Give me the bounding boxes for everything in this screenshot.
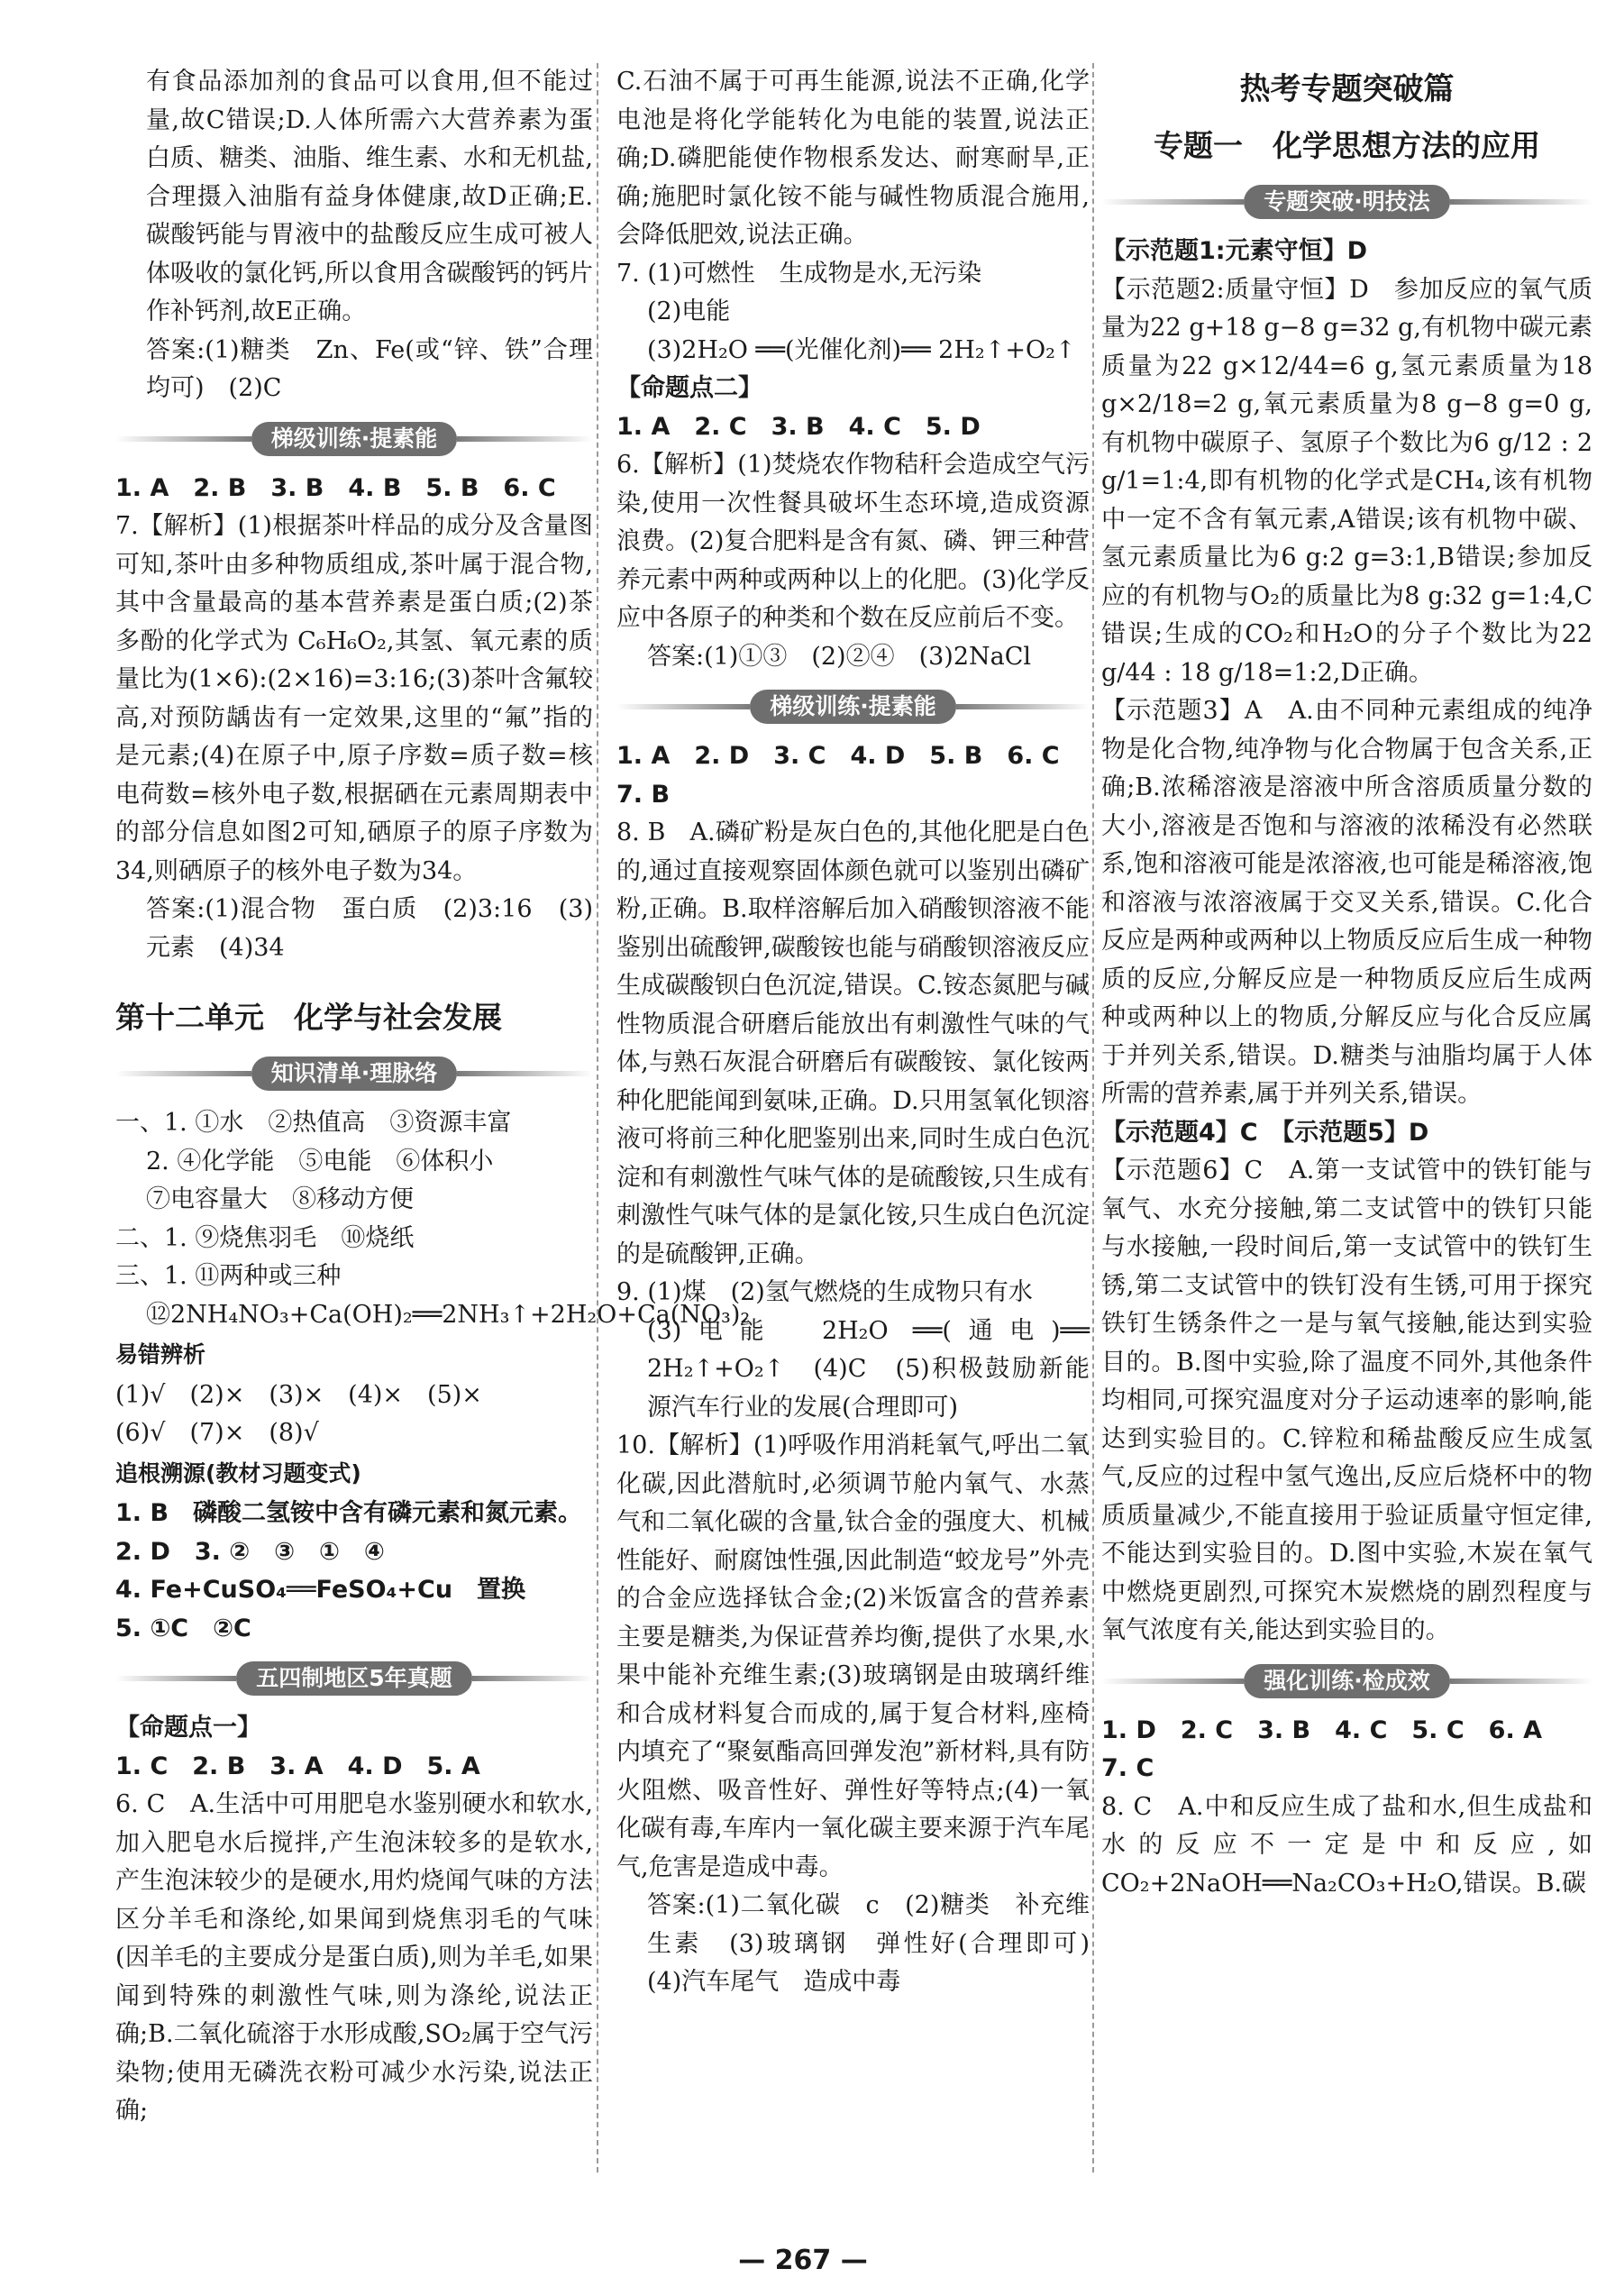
paragraph: C.石油不属于可再生能源,说法不正确,化学电池是将化学能转化为电能的装置,说法正确;D.磷肥能使作物根系发达、耐寒耐旱,正确;施肥时氯化铵不能与碱性物质混合施用,会降低肥效,说法正确。: [616, 68, 1090, 249]
list-item: 二、1. ⑨烧焦羽毛 ⑩烧纸: [115, 1223, 415, 1252]
column-divider: [1092, 63, 1094, 2173]
paragraph: 8. C A.中和反应生成了盐和水,但生成盐和水的反应不一定是中和反应,如CO₂+2NaOH══Na₂CO₃+H₂O,错误。B.碳: [1101, 1792, 1592, 1898]
list-item: (6)√ (7)× (8)√: [115, 1419, 319, 1447]
answer-row: 1. A 2. B 3. B 4. B 5. B 6. C: [115, 473, 556, 502]
unit-title: 第十二单元 化学与社会发展: [115, 1000, 502, 1035]
list-item: 一、1. ①水 ②热值高 ③资源丰富: [115, 1109, 512, 1137]
list-item: 三、1. ⑪两种或三种: [115, 1262, 342, 1290]
list-item: 4. Fe+CuSO₄══FeSO₄+Cu 置换: [115, 1576, 526, 1604]
subsection-title: 【命题点二】: [616, 374, 762, 402]
section-banner: 专题突破·明技法: [1101, 184, 1592, 220]
answer: 9. (1)煤 (2)氢气燃烧的生成物只有水: [616, 1278, 1033, 1306]
answer-row: 1. A 2. D 3. C 4. D 5. B 6. C: [616, 742, 1060, 770]
answer: (3)电能 2H₂O ══(通电)══ 2H₂↑+O₂↑ (4)C (5)积极鼓励新能源汽车行业的发展(合理即可): [647, 1316, 1090, 1422]
answer: 答案:(1)糖类 Zn、Fe(或“锌、铁”合理均可) (2)C: [146, 335, 593, 402]
answer: 7. (1)可燃性 生成物是水,无污染: [616, 259, 982, 288]
page-number: — 267 —: [738, 2245, 868, 2276]
answer: 答案:(1)二氧化碳 c (2)糖类 补充维生素 (3)玻璃钢 弹性好(合理即可) (4)汽车尾气 造成中毒: [647, 1891, 1114, 1996]
part-title: 热考专题突破篇: [1239, 71, 1455, 107]
paragraph: 6. C A.生活中可用肥皂水鉴别硬水和软水,加入肥皂水后搅拌,产生泡沫较多的是软水,产生泡沫较少的是硬水,用灼烧闻气味的方法区分羊毛和涤纶,如果闻到烧焦羽毛的气味(因羊毛的主要成分是蛋白质),则为羊毛,如果闻到特殊的刺激性气味,则为涤纶,说法正确;B.二氧化硫溶于水形成酸,SO₂属于空气污染物;使用无磷洗衣粉可减少水污染,说法正确;: [115, 1790, 593, 2125]
list-item: 2. ④化学能 ⑤电能 ⑥体积小: [146, 1147, 494, 1175]
paragraph: 8. B A.磷矿粉是灰白色的,其他化肥是白色的,通过直接观察固体颜色就可以鉴别出磷矿粉,正确。B.取样溶解后加入硝酸钡溶液不能鉴别出硫酸钾,碳酸铵也能与硝酸钡溶液反应生成碳酸钡白色沉淀,错误。C.铵态氮肥与碱性物质混合研磨后能放出有刺激性气味的气体,与熟石灰混合研磨后有碳酸铵、氯化铵两种化肥能闻到氨味,正确。D.只用氢氧化钡溶液可将前三种化肥鉴别出来,同时生成白色沉淀和有刺激性气味气体的是硫酸铵,只生成有刺激性气味气体的是氯化铵,只生成白色沉淀的是硫酸钾,正确。: [616, 819, 1090, 1268]
list-item: (1)√ (2)× (3)× (4)× (5)×: [115, 1380, 482, 1409]
example-answer: 【示范题1:元素守恒】D: [1101, 237, 1367, 265]
list-item: ⑦电容量大 ⑧移动方便: [146, 1185, 414, 1213]
answer-row: 1. A 2. C 3. B 4. C 5. D: [616, 412, 981, 441]
answer: 答案:(1)①③ (2)②④ (3)2NaCl: [647, 642, 1032, 671]
equation: ⑫2NH₄NO₃+Ca(OH)₂══2NH₃↑+2H₂O+Ca(NO₃)₂: [146, 1300, 751, 1329]
paragraph: 【示范题3】A A.由不同种元素组成的纯净物是化合物,纯净物与化合物属于包含关系,正确;B.浓稀溶液是溶液中所含溶质质量分数的大小,溶液是否饱和与溶液的浓稀没有必然联系,饱和溶液可能是浓溶液,也可能是稀溶液,饱和溶液与浓溶液属于交叉关系,错误。C.化合反应是两种或两种以上物质反应后生成一种物质的反应,分解反应是一种物质反应后生成两种或两种以上的物质,分解反应与化合反应属于并列关系,错误。D.糖类与油脂均属于人体所需的营养素,属于并列关系,错误。: [1101, 697, 1592, 1108]
paragraph: 10.【解析】(1)呼吸作用消耗氧气,呼出二氧化碳,因此潜航时,必须调节舱内氧气、水蒸气和二氧化碳的含量,钛合金的强度大、机械性能好、耐腐蚀性强,因此制造“蛟龙号”外壳的合金应选择钛合金;(2)米饭富含的营养素主要是糖类,为保证营养均衡,提供了水果,水果中能补充维生素;(3)玻璃钢是由玻璃纤维和合成材料复合而成的,属于复合材料,座椅内填充了“聚氨酯高回弹发泡”新材料,具有防火阻燃、吸音性好、弹性好等特点;(4)一氧化碳有毒,车库内一氧化碳主要来源于汽车尾气,危害是造成中毒。: [616, 1432, 1090, 1881]
answer: 答案:(1)混合物 蛋白质 (2)3:16 (3)元素 (4)34: [146, 895, 593, 962]
list-item: 5. ①C ②C: [115, 1614, 251, 1642]
paragraph: 有食品添加剂的食品可以食用,但不能过量,故C错误;D.人体所需六大营养素为蛋白质、糖类、油脂、维生素、水和无机盐,合理摄入油脂有益身体健康,故D正确;E.碳酸钙能与胃液中的盐酸反应生成可被人体吸收的氯化钙,所以食用含碳酸钙的钙片作补钙剂,故E正确。: [146, 68, 593, 325]
subsection-title: 追根溯源(教材习题变式): [115, 1459, 361, 1486]
answer-row: 7. B: [616, 780, 671, 809]
list-item: 2. D 3. ② ③ ① ④: [115, 1537, 385, 1566]
subsection-title: 【命题点一】: [115, 1714, 261, 1742]
answer: (2)电能: [647, 297, 731, 325]
equation: (3)2H₂O ══(光催化剂)══ 2H₂↑+O₂↑: [647, 335, 1076, 364]
section-banner: 知识清单·理脉络: [115, 1056, 593, 1092]
paragraph: 7.【解析】(1)根据茶叶样品的成分及含量图可知,茶叶由多种物质组成,茶叶属于混合物,其中含量最高的基本营养素是蛋白质;(2)茶多酚的化学式为 C₆H₆O₂,其氢、氧元素的质量比为(1×6):(2×16)=3:16;(3)茶叶含氟较高,对预防龋齿有一定效果,这里的“氟”指的是元素;(4)在原子中,原子序数=质子数=核电荷数=核外电子数,根据硒在元素周期表中的部分信息如图2可知,硒原子的原子序数为34,则硒原子的核外电子数为34。: [115, 512, 593, 885]
list-item: 1. B 磷酸二氢铵中含有磷元素和氮元素。: [115, 1499, 583, 1527]
column-middle: [616, 63, 1114, 2002]
paragraph: 【示范题6】C A.第一支试管中的铁钉能与氧气、水充分接触,第二支试管中的铁钉只能与水接触,一段时间后,第一支试管中的铁钉生锈,第二支试管中的铁钉没有生锈,可用于探究铁钉生锈条件之一是与氧气接触,能达到实验目的。B.图中实验,除了温度不同外,其他条件均相同,可探究温度对分子运动速率的影响,能达到实验目的。C.锌粒和稀盐酸反应生成氢气,反应的过程中氢气逸出,反应后烧杯中的物质质量减少,不能直接用于验证质量守恒定律,不能达到实验目的。D.图中实验,木炭在氧气中燃烧更剧烈,可探究木炭燃烧的剧烈程度与氧气浓度有关,能达到实验目的。: [1101, 1157, 1592, 1644]
section-banner: 梯级训练·提素能: [115, 421, 593, 457]
paragraph: 【示范题2:质量守恒】D 参加反应的氧气质量为22 g+18 g−8 g=32 g,有机物中碳元素质量为22 g×12/44=6 g,氢元素质量为18 g×2/18=2 g,氧元素质量为8 g−8 g=0 g,有机物中碳原子、氢原子个数比为6 g/12 : 2 g/1=1:4,即有机物的化学式是CH₄,该有机物中一定不含有氧元素,A错误;该有机物中碳、氢元素质量比为6 g:2 g=3:1,B错误;参加反应的有机物与O₂的质量比为8 g:32 g=1:4,C错误;生成的CO₂和H₂O的分子个数比为22 g/44 : 18 g/18=1:2,D正确。: [1101, 275, 1592, 687]
section-banner: 五四制地区5年真题: [115, 1660, 593, 1697]
subsection-title: 易错辨析: [115, 1341, 206, 1368]
section-banner: 强化训练·检成效: [1101, 1663, 1592, 1699]
column-divider: [597, 63, 598, 2173]
column-right: [1101, 63, 1592, 1903]
answer-row: 1. C 2. B 3. A 4. D 5. A: [115, 1752, 480, 1780]
topic-title: 专题一 化学思想方法的应用: [1154, 128, 1540, 163]
section-banner: 梯级训练·提素能: [616, 689, 1090, 725]
answer-row: 7. C: [1101, 1754, 1154, 1782]
example-answer: 【示范题4】C 【示范题5】D: [1101, 1118, 1429, 1147]
paragraph: 6.【解析】(1)焚烧农作物秸秆会造成空气污染,使用一次性餐具破坏生态环境,造成资源浪费。(2)复合肥料是含有氮、磷、钾三种营养元素中两种或两种以上的化肥。(3)化学反应中各原子的种类和个数在反应前后不变。: [616, 451, 1090, 632]
answer-row: 1. D 2. C 3. B 4. C 5. C 6. A: [1101, 1715, 1542, 1744]
